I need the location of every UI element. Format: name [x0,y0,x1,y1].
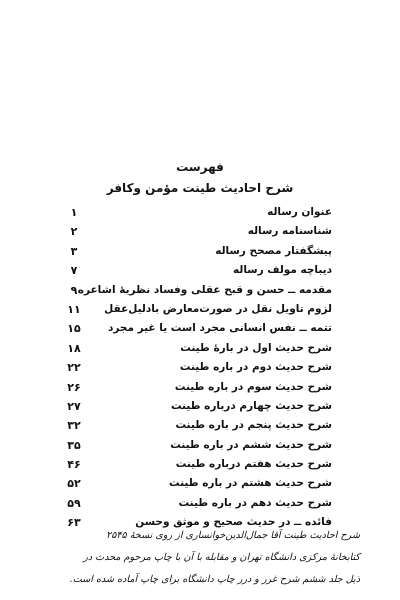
toc-entry-page: ۲ [70,225,78,239]
toc-entry-page: ۲۲ [67,361,81,375]
toc-entry [62,494,332,513]
toc-entry-page: ۴۶ [67,458,81,472]
footnote-line: کتابخانهٔ مرکزی دانشگاه تهران و مقابله با آن با چاپ مرحوم محدث در [83,552,360,563]
toc-entry [62,416,332,435]
toc-entry-title: مقدمه ــ حسن و قبح عقلی وفساد نظریهٔ اشاعره [77,283,332,296]
toc-entry-page: ۵۲ [67,477,81,491]
toc-entry-page: ۶۳ [67,516,81,530]
toc-entry [62,281,332,300]
toc-entry-title: تتمه ــ نفس انسانی مجرد است یا غیر مجرد [107,322,332,335]
toc-entry [62,339,332,358]
toc-entry-title: شرح حدیث پنجم در باره طینت [175,419,332,432]
page-title: فهرست [176,160,224,174]
toc-entry-title: شرح حدیث هفتم درباره طینت [175,458,332,471]
toc-entry-page: ۱۸ [67,341,81,355]
toc-entry-title: عنوان رساله [267,206,332,218]
toc-entry [62,378,332,397]
toc-entry [62,261,332,280]
footnote-line: شرح احادیث طینت آقا جمال‌الدین‌خوانساری از روی نسخهٔ ۲۵۴۵ [106,530,360,541]
toc-entry-title: شناسنامه رساله [247,225,332,238]
toc-entry-page: ۵۹ [67,496,81,510]
toc-entry [62,222,332,241]
toc-entry [62,242,332,261]
toc-entry-page: ۷ [70,264,78,278]
toc-entry [62,203,332,222]
toc-entry-page: ۱۵ [67,322,81,336]
toc-entry [62,436,332,455]
toc-entry-title: شرح حدیث اول در بارهٔ طینت [180,341,332,354]
toc-entry-title: پیشگفتار مصحح رساله [215,244,332,257]
page-subtitle: شرح احادیث طینت مؤمن وکافر [106,181,294,195]
toc-entry-title: شرح حدیث دهم در باره طینت [178,496,332,509]
toc-entry-page: ۳۲ [67,419,81,433]
toc-entry [62,455,332,474]
toc-entry-title: شرح حدیث سوم در باره طینت [174,380,332,393]
toc-entry-title: شرح حدیث هشتم در باره طینت [168,477,332,490]
toc-entry [62,319,332,338]
toc-entry-title: شرح حدیث دوم در باره طینت [179,361,332,374]
toc-entry-page: ۹ [70,283,78,297]
toc-entry [62,358,332,377]
toc-entry [62,397,332,416]
toc-entry [62,300,332,319]
toc-entry-page: ۲۷ [67,399,81,413]
toc-entry-title: شرح حدیث چهارم درباره طینت [170,399,332,412]
toc-entry [62,474,332,493]
toc-entry-title: لزوم تاویل نقل در صورت‌معارض بادلیل‌عقل [104,302,332,315]
footnote-line: ذیل جلد ششم شرح غرر و درر چاپ دانشگاه برای چاپ آماده شده است. [69,574,360,585]
toc-entry-page: ۱ [70,206,78,219]
toc-entry-page: ۳۵ [67,438,81,452]
toc-entry-title: فائده ــ در حدیث صحیح و موثق وحسن [135,516,332,529]
toc-entry-page: ۱۱ [67,302,81,316]
toc-entry-page: ۳ [70,244,78,258]
toc-entry-title: دیباچه مولف رساله [233,264,332,277]
toc-entry-page: ۲۶ [67,380,81,394]
toc-entry-title: شرح حدیث ششم در باره طینت [170,438,332,451]
table-of-contents [62,203,332,533]
